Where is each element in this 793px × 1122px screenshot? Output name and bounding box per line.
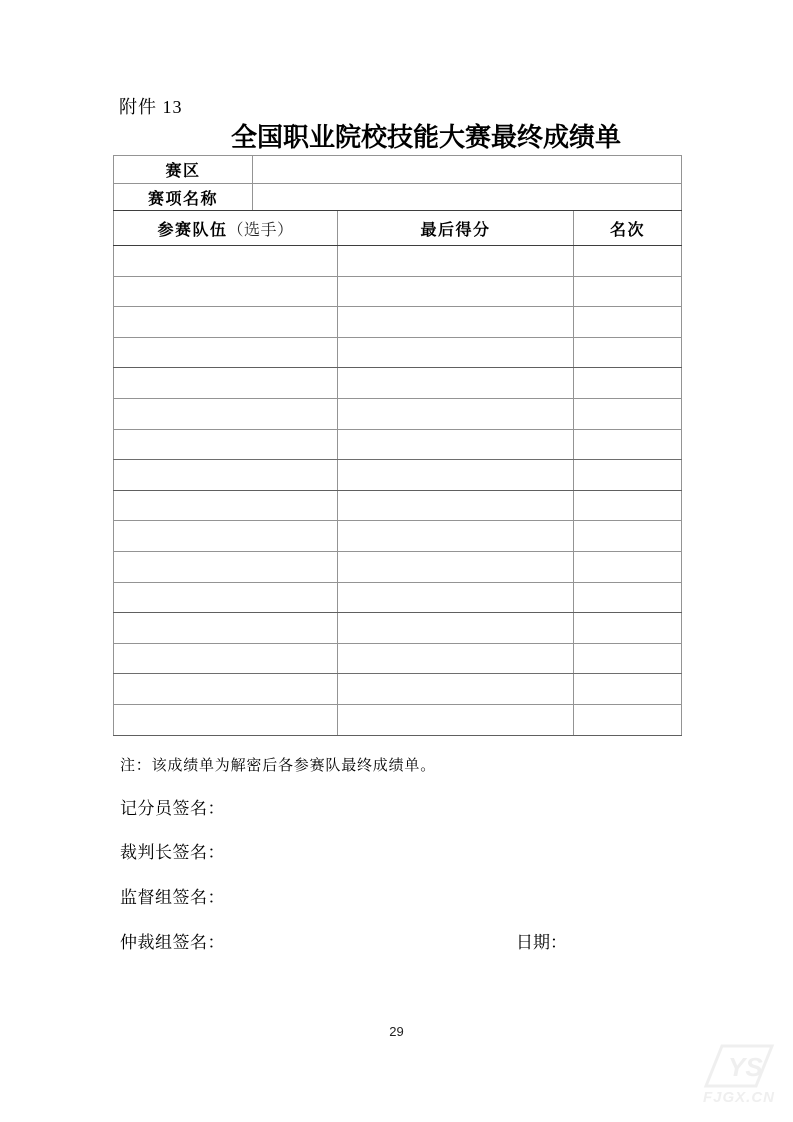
empty-score-row xyxy=(114,521,682,552)
score-cell xyxy=(338,490,574,521)
watermark xyxy=(689,1043,789,1106)
zone-label-cell: 赛区 xyxy=(114,156,253,184)
team-cell xyxy=(114,704,338,735)
empty-score-row xyxy=(114,551,682,582)
rank-cell xyxy=(574,551,682,582)
team-cell xyxy=(114,398,338,429)
empty-score-row xyxy=(114,460,682,491)
rank-cell xyxy=(574,490,682,521)
score-cell xyxy=(338,521,574,552)
team-cell xyxy=(114,490,338,521)
empty-score-row xyxy=(114,704,682,735)
document-title: 全国职业院校技能大赛最终成绩单 xyxy=(231,122,622,152)
arbitration-group-signature-label: 仲裁组签名： xyxy=(120,933,225,952)
chief-judge-signature-label: 裁判长签名： xyxy=(120,843,225,862)
empty-score-row xyxy=(114,398,682,429)
rank-cell xyxy=(574,337,682,368)
footnote: 注：该成绩单为解密后各参赛队最终成绩单。 xyxy=(120,758,437,774)
rank-cell xyxy=(574,307,682,338)
rank-cell xyxy=(574,521,682,552)
team-column-header-bold: 参赛队伍 xyxy=(157,221,228,239)
rank-cell xyxy=(574,368,682,399)
empty-score-row xyxy=(114,307,682,338)
supervision-group-signature-label: 监督组签名： xyxy=(120,888,225,907)
event-name-label-cell: 赛项名称 xyxy=(114,184,253,211)
team-cell xyxy=(114,460,338,491)
score-cell xyxy=(338,674,574,705)
empty-score-row xyxy=(114,613,682,644)
team-cell xyxy=(114,582,338,613)
team-cell xyxy=(114,246,338,277)
team-cell xyxy=(114,429,338,460)
scorer-signature-label: 记分员签名： xyxy=(120,799,225,818)
team-cell xyxy=(114,643,338,674)
score-table xyxy=(113,155,682,736)
event-name-row xyxy=(114,184,682,211)
zone-value-cell xyxy=(253,156,682,184)
rank-cell xyxy=(574,276,682,307)
rank-cell xyxy=(574,460,682,491)
rank-cell xyxy=(574,398,682,429)
zone-row xyxy=(114,156,682,184)
empty-score-row xyxy=(114,490,682,521)
score-table-body xyxy=(114,246,682,736)
score-cell xyxy=(338,613,574,644)
rank-cell xyxy=(574,704,682,735)
team-cell xyxy=(114,674,338,705)
rank-column-header: 名次 xyxy=(574,211,682,246)
watermark-text: FJGX.CN xyxy=(702,1089,775,1106)
rank-cell xyxy=(574,582,682,613)
rank-cell xyxy=(574,246,682,277)
empty-score-row xyxy=(114,429,682,460)
empty-score-row xyxy=(114,246,682,277)
empty-score-row xyxy=(114,337,682,368)
score-cell xyxy=(338,551,574,582)
empty-score-row xyxy=(114,276,682,307)
empty-score-row xyxy=(114,582,682,613)
team-cell xyxy=(114,521,338,552)
team-cell xyxy=(114,276,338,307)
score-cell xyxy=(338,643,574,674)
score-cell xyxy=(338,582,574,613)
score-cell xyxy=(338,398,574,429)
team-cell xyxy=(114,551,338,582)
score-cell xyxy=(338,246,574,277)
empty-score-row xyxy=(114,674,682,705)
score-table-head-section xyxy=(114,156,682,246)
team-cell xyxy=(114,613,338,644)
empty-score-row xyxy=(114,368,682,399)
event-name-value-cell xyxy=(253,184,682,211)
team-column-header xyxy=(114,211,338,246)
rank-cell xyxy=(574,429,682,460)
attachment-label: 附件 13 xyxy=(119,97,183,117)
score-cell xyxy=(338,276,574,307)
score-column-header: 最后得分 xyxy=(338,211,574,246)
score-cell xyxy=(338,337,574,368)
score-cell xyxy=(338,368,574,399)
team-column-header-note: （选手） xyxy=(227,221,294,239)
score-cell xyxy=(338,307,574,338)
team-cell xyxy=(114,307,338,338)
rank-cell xyxy=(574,643,682,674)
date-label: 日期： xyxy=(516,933,567,952)
score-cell xyxy=(338,429,574,460)
watermark-logo-letters: YS xyxy=(728,1052,763,1082)
rank-cell xyxy=(574,674,682,705)
score-cell xyxy=(338,704,574,735)
team-cell xyxy=(114,337,338,368)
page-number: 29 xyxy=(389,1024,404,1039)
watermark-logo-icon xyxy=(702,1043,776,1089)
empty-score-row xyxy=(114,643,682,674)
team-cell xyxy=(114,368,338,399)
column-header-row xyxy=(114,211,682,246)
rank-cell xyxy=(574,613,682,644)
score-cell xyxy=(338,460,574,491)
